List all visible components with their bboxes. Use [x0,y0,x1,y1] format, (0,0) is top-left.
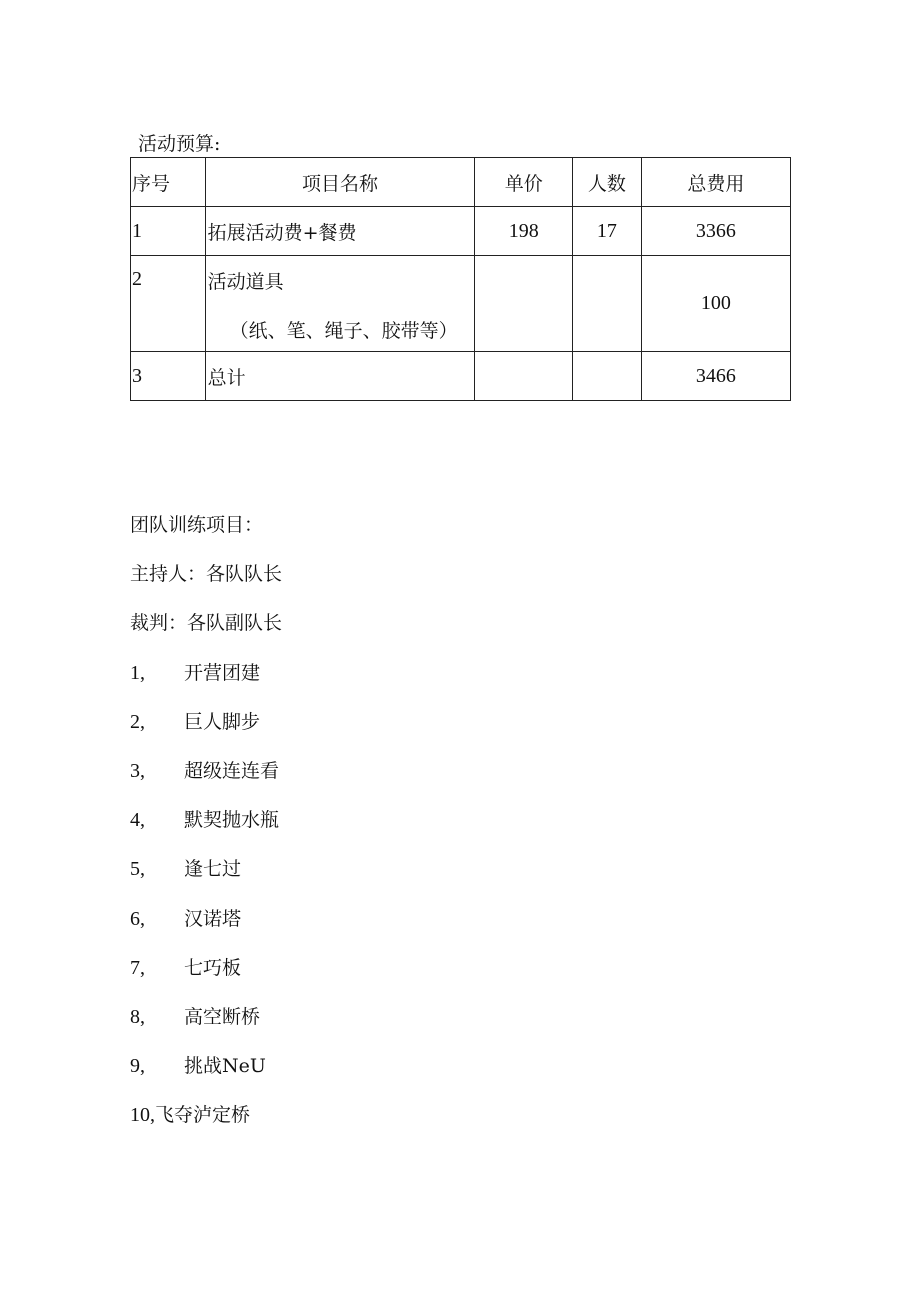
table-row [131,352,791,401]
list-item-label: 汉诺塔 [184,907,242,930]
host-line: 主持人：各队队长 [130,563,283,586]
cell-name-text: 活动道具 [207,271,284,293]
cell-seq [131,256,206,352]
cell-name-note: （纸、笔、绳子、胶带等） [229,320,458,342]
list-item [130,856,282,905]
cell-count: 17 [572,207,641,256]
header-seq: 序号 [131,158,206,207]
list-item [130,1102,282,1151]
list-item-label: 挑战NeU [184,1055,266,1078]
cell-name: 总计 [205,352,475,401]
list-item-label: 默契抛水瓶 [184,809,280,832]
header-price: 单价 [475,158,573,207]
list-item-index: 8, [130,1005,145,1028]
list-item-label: 七巧板 [184,956,242,979]
cell-count [572,352,641,401]
list-item-index: 4, [130,809,145,832]
table-row [131,256,791,352]
list-item-index: 7, [130,956,145,979]
header-count: 人数 [572,158,641,207]
list-item [130,1004,282,1053]
training-title: 团队训练项目： [130,514,264,536]
budget-table [130,157,791,401]
cell-total: 3466 [641,352,790,401]
table-row [131,207,791,256]
list-item [130,1053,282,1102]
cell-seq: 3 [131,352,206,401]
list-item-label: 超级连连看 [184,759,280,782]
list-item-label: 开营团建 [184,661,261,684]
header-total: 总费用 [641,158,790,207]
list-item [130,758,282,807]
cell-price [475,256,573,352]
cell-seq: 1 [131,207,206,256]
header-name: 项目名称 [205,158,475,207]
training-section [130,512,282,1151]
list-item-index: 6, [130,907,145,930]
list-item [130,660,282,709]
cell-count [572,256,641,352]
list-item-index: 3, [130,759,145,782]
list-item-index: 5, [130,858,145,881]
table-header-row [131,158,791,207]
cell-name: 拓展活动费+餐费 [205,207,475,256]
list-item-index: 10, [130,1104,155,1127]
cell-total: 3366 [641,207,790,256]
cell-name [205,256,475,352]
cell-price [475,352,573,401]
list-item-label: 高空断桥 [184,1005,261,1028]
judge-line: 裁判：各队副队长 [130,612,283,635]
list-item [130,906,282,955]
list-item-label: 巨人脚步 [184,710,261,733]
list-item [130,955,282,1004]
list-item-label: 逢七过 [184,858,242,881]
list-item [130,709,282,758]
cell-seq-text: 2 [132,268,142,290]
list-item-index: 1, [130,661,145,684]
list-item-index: 9, [130,1055,145,1078]
list-item-label: 飞夺泸定桥 [155,1104,251,1127]
cell-total: 100 [641,256,790,352]
budget-title: 活动预算: [138,133,221,155]
list-item [130,807,282,856]
cell-price: 198 [475,207,573,256]
list-item-index: 2, [130,710,145,733]
